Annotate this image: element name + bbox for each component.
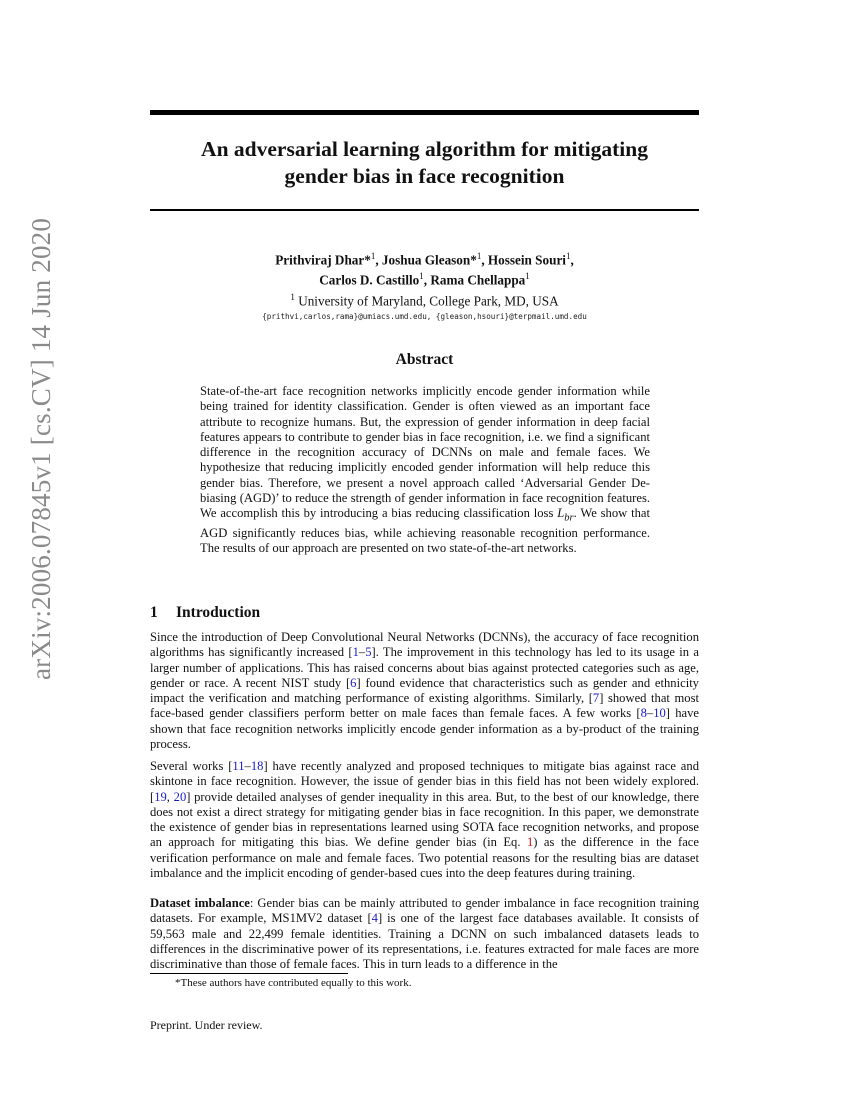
paragraph-text: ] provide detailed analyses of gender inequality in this area. But, to the best of our knowledge, there does not exist a direct strategy for mitigating gender bias in face recognition. In this paper, we demonstrate the existence of gender bias in representations learned using SOTA face recognition networks, and propose an approach for mitigating this bias. We define gender bias (in Eq. [150,789,699,850]
citation-link[interactable]: 19 [154,789,167,804]
author-affil-mark: 1 [476,251,482,261]
affiliation-mark: 1 [290,291,295,302]
footnote: *These authors have contributed equally to this work. [175,977,412,989]
paragraph-run-in-heading: Dataset imbalance [150,896,250,910]
citation-link[interactable]: 1 [352,645,359,660]
paragraph-text: ] have shown that face recognition networks implicitly encode gender information as a by-product of the training process. [150,706,699,752]
abstract-part-1: State-of-the-art face recognition networks implicitly encode gender information while being trained for identity classification. Gender is often viewed as an important face attribute to recognize humans. But, the expression of gender information in deep facial features appears to contribute to gender bias in face recognition, i.e. we find a significant difference in the recognition accuracy of DCNNs on male and female faces. We hypothesize that reducing implicitly encoded gender information will help reduce this gender bias. Therefore, we present a novel approach called ‘Adversarial Gender De-biasing (AGD)’ to reduce the strength of gender information in face recognition features. We accomplish this by introducing a bias reducing classification loss [200,384,650,521]
loss-symbol-base: L [557,506,565,521]
citation-link[interactable]: 11 [232,759,245,773]
author-affil-mark: 1 [565,251,571,261]
paragraph-text: ] is one of the largest face databases available. It consists of 59,563 male and 22,499 female identities. Training a DCNN on such imbalanced datasets leads to differences in the discriminative power of its representations, i.e. features extracted for male faces are more discriminative than those of female faces. This in turn leads to a difference in the [150,911,699,972]
abstract-text [200,384,650,557]
paragraph-text: Since the introduction of Deep Convolutional Neural Networks (DCNNs), the accuracy of face recognition algorithms has significantly increased [ [150,630,699,660]
arxiv-identifier: arXiv:2006.07845v1 [cs.CV] 14 Jun 2020 [26,217,56,680]
preprint-notice: Preprint. Under review. [150,1018,263,1032]
paper-title [150,136,699,190]
paragraph-text: ) as the difference in the face verification performance on male and female faces. Two potential reasons for the resulting bias are dataset imbalance and the implicit encoding of gender-based cues into the deep features during training. [150,835,699,881]
loss-symbol-subscript: br [564,512,574,524]
citation-range-dash: – [358,645,366,660]
section-title: Introduction [176,604,261,621]
citation-range-dash: – [244,759,251,773]
affiliation [150,289,699,309]
citation-link[interactable]: 18 [250,759,264,773]
section-number: 1 [150,604,158,621]
author-name: Rama Chellappa [430,272,526,288]
citation-link[interactable]: 5 [365,645,372,660]
paragraph-text: Several works [ [150,759,233,773]
citation-link[interactable]: 20 [173,789,187,804]
intro-paragraph-1 [150,630,699,752]
author-name: Prithviraj Dhar* [275,252,371,268]
affiliation-text: University of Maryland, College Park, MD, USA [298,293,559,309]
author-names-line-2: Carlos D. Castillo$^1$, Rama Chellappa$^1$ [319,271,530,288]
intro-paragraph-3 [150,896,699,972]
author-affil-mark: 1 [525,271,530,282]
paragraph-text: ]. The improvement in this technology has led to its usage in a larger number of applications. This has raised concerns about bias against protected categories such as age, gender or race. A recent NIST study [ [150,645,699,690]
paragraph-text: ] have recently analyzed and proposed techniques to mitigate bias against race and skintone in face recognition. However, the issue of gender bias in this field has not been widely explored. [ [150,759,699,804]
author-names-line-1: Prithviraj Dhar*$^1$, Joshua Gleason*$^1$, Hossein Souri$^1$, [275,251,574,268]
citation-separator: , [166,789,174,804]
loss-symbol [557,506,574,524]
title-top-rule [150,110,699,115]
citation-link[interactable]: 6 [350,675,357,690]
section-heading-introduction [150,604,260,622]
citation-link[interactable]: 8 [640,706,647,721]
citation-link[interactable]: 10 [653,706,666,721]
paragraph-text: ] found evidence that characteristics such as gender and ethnicity impact the verification and matching performance of existing algorithms. Similarly, [ [150,675,699,706]
author-affil-mark: 1 [370,251,376,261]
author-name: Joshua Gleason* [381,252,477,268]
title-line-1: An adversarial learning algorithm for mitigating [201,137,648,161]
author-name: Carlos D. Castillo [319,272,420,288]
equation-reference-link[interactable]: 1 [526,835,534,850]
citation-range-dash: – [646,706,654,721]
author-name: Hossein Souri [487,252,566,268]
author-emails: {prithvi,carlos,rama}@umiacs.umd.edu, {gleason,hsouri}@terpmail.umd.edu [262,312,587,322]
abstract-part-2: . We show that AGD significantly reduces bias, while achieving reasonable recognition performance. The results of our approach are presented on two state-of-the-art networks. [200,506,650,556]
citation-link[interactable]: 7 [592,691,600,706]
paragraph-text: : Gender bias can be mainly attributed to gender imbalance in face recognition training datasets. For example, MS1MV2 dataset [ [150,896,699,926]
abstract-heading: Abstract [395,351,454,368]
intro-paragraph-2 [150,759,699,881]
title-line-2: gender bias in face recognition [284,164,565,188]
citation-link[interactable]: 4 [371,911,378,926]
author-affil-mark: 1 [419,271,424,282]
title-bottom-rule [150,209,699,211]
author-block [150,248,699,324]
footnote-rule [150,973,348,974]
paragraph-text: ] showed that most face-based gender classifiers perform better on male faces than female faces. A few works [ [150,691,699,721]
